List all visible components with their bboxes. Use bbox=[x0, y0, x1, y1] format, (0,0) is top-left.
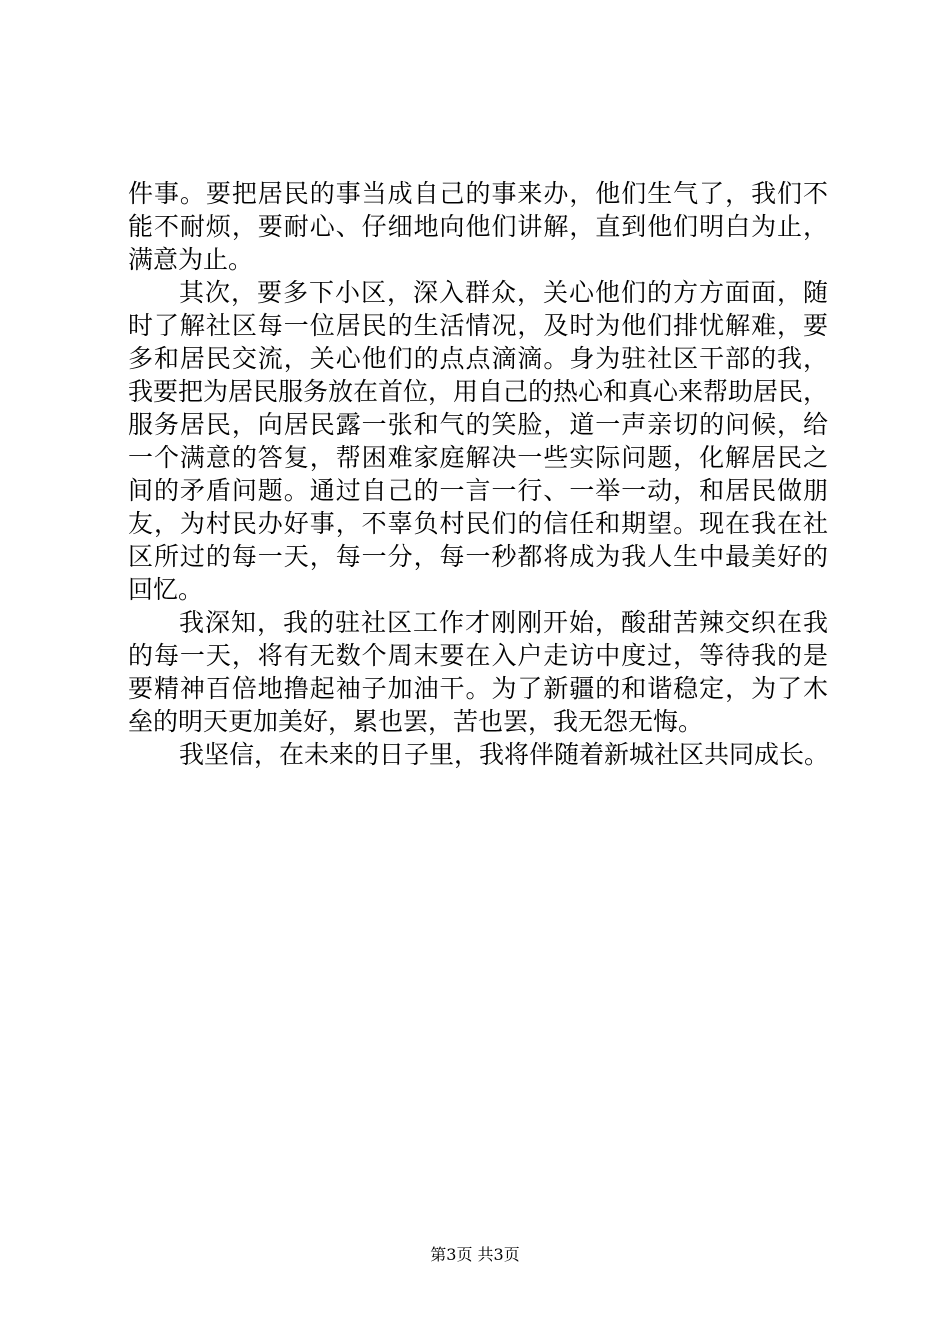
text-line: 我要把为居民服务放在首位，用自己的热心和真心来帮助居民， bbox=[128, 377, 829, 406]
text-line: 要精神百倍地撸起袖子加油干。为了新疆的和谐稳定，为了木 bbox=[128, 674, 828, 703]
page-footer: 第3页 共3页 bbox=[430, 1245, 520, 1264]
text-line: 其次，要多下小区，深入群众，关心他们的方方面面，随 bbox=[179, 278, 828, 307]
text-line: 间的矛盾问题。通过自己的一言一行、一举一动，和居民做朋 bbox=[128, 476, 828, 505]
text-line: 件事。要把居民的事当成自己的事来办，他们生气了，我们不 bbox=[128, 179, 828, 208]
text-line: 我深知，我的驻社区工作才刚刚开始，酸甜苦辣交织在我 bbox=[179, 608, 828, 637]
text-line: 的每一天，将有无数个周末要在入户走访中度过，等待我的是 bbox=[128, 641, 828, 670]
paragraph bbox=[128, 738, 828, 771]
text-line: 满意为止。 bbox=[128, 245, 254, 274]
text-line: 一个满意的答复，帮困难家庭解决一些实际问题，化解居民之 bbox=[128, 443, 828, 472]
text-line: 回忆。 bbox=[128, 575, 204, 604]
text-line: 能不耐烦，要耐心、仔细地向他们讲解，直到他们明白为止， bbox=[128, 212, 828, 241]
document-body bbox=[128, 177, 828, 771]
paragraph bbox=[128, 276, 828, 606]
text-line: 服务居民，向居民露一张和气的笑脸，道一声亲切的问候，给 bbox=[128, 410, 828, 439]
text-line: 我坚信，在未来的日子里，我将伴随着新城社区共同成长。 bbox=[179, 740, 830, 769]
text-line: 区所过的每一天，每一分，每一秒都将成为我人生中最美好的 bbox=[128, 542, 828, 571]
paragraph bbox=[128, 177, 828, 276]
text-line: 多和居民交流，关心他们的点点滴滴。身为驻社区干部的我， bbox=[128, 344, 828, 373]
text-line: 时了解社区每一位居民的生活情况，及时为他们排忧解难，要 bbox=[128, 311, 828, 340]
text-line: 垒的明天更加美好，累也罢，苦也罢，我无怨无悔。 bbox=[128, 707, 704, 736]
text-line: 友，为村民办好事，不辜负村民们的信任和期望。现在我在社 bbox=[128, 509, 828, 538]
paragraph bbox=[128, 606, 828, 738]
